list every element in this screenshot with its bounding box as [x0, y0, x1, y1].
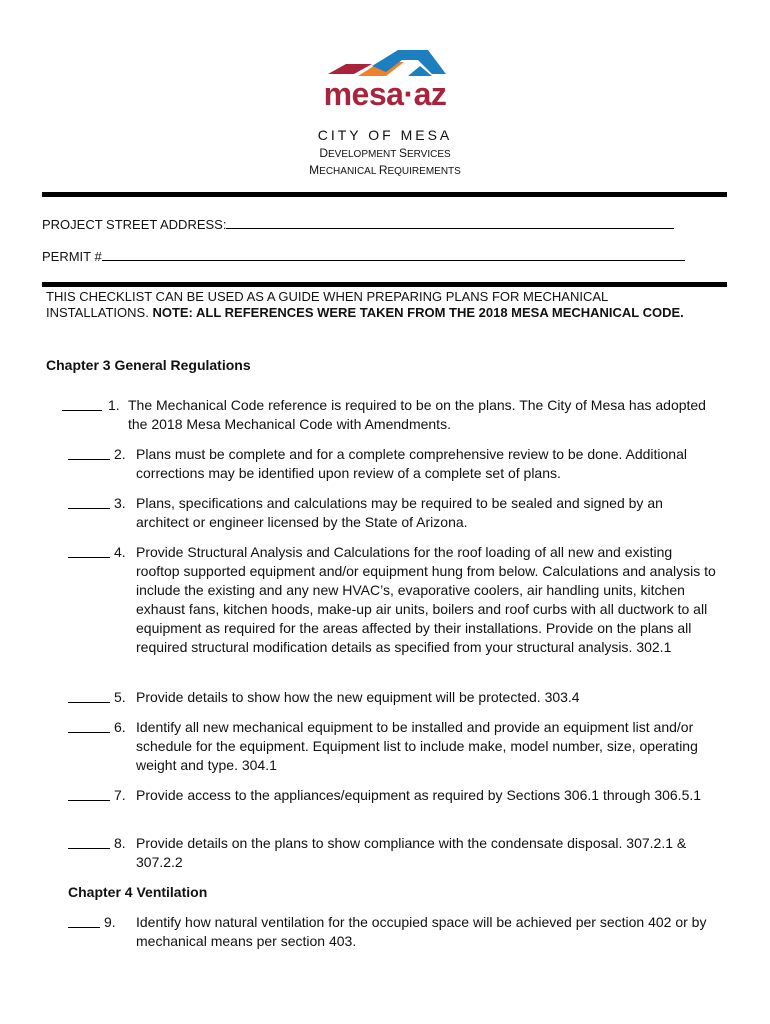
logo-wordmark: mesa·az — [323, 76, 447, 112]
city-title: CITY OF MESA — [317, 127, 453, 143]
permit-label: PERMIT # — [42, 249, 102, 264]
department-title: DEVELOPMENT SERVICES — [319, 146, 451, 160]
checkbox-line[interactable] — [68, 508, 110, 509]
checkbox-line[interactable] — [68, 557, 110, 558]
intro-note: NOTE: ALL REFERENCES WERE TAKEN FROM THE 2018 MESA MECHANICAL CODE. — [152, 305, 684, 320]
checkbox-line[interactable] — [62, 410, 102, 411]
checkbox-line[interactable] — [68, 459, 110, 460]
address-line[interactable] — [226, 216, 674, 229]
document-title: MECHANICAL REQUIREMENTS — [309, 163, 461, 177]
checkbox-line[interactable] — [68, 848, 110, 849]
address-label: PROJECT STREET ADDRESS: — [42, 217, 227, 232]
permit-line[interactable] — [102, 248, 685, 261]
checkbox-line[interactable] — [68, 732, 110, 733]
checkbox-line[interactable] — [68, 702, 110, 703]
chapter-3-heading: Chapter 3 General Regulations — [46, 357, 251, 373]
address-field[interactable] — [42, 216, 674, 232]
checkbox-line[interactable] — [68, 800, 110, 801]
divider-top — [42, 192, 727, 197]
checkbox-line[interactable] — [68, 927, 100, 928]
divider-middle — [42, 282, 727, 287]
chapter-4-heading: Chapter 4 Ventilation — [68, 884, 208, 900]
mesa-az-logo — [320, 50, 450, 114]
permit-field[interactable] — [42, 248, 685, 264]
intro-paragraph: THIS CHECKLIST CAN BE USED AS A GUIDE WHEN PREPARING PLANS FOR MECHANICAL INSTALLATIONS. NOTE: ALL REFERENCES WERE TAKEN FROM THE 2018 MESA MECHANICAL CODE. — [46, 289, 684, 320]
